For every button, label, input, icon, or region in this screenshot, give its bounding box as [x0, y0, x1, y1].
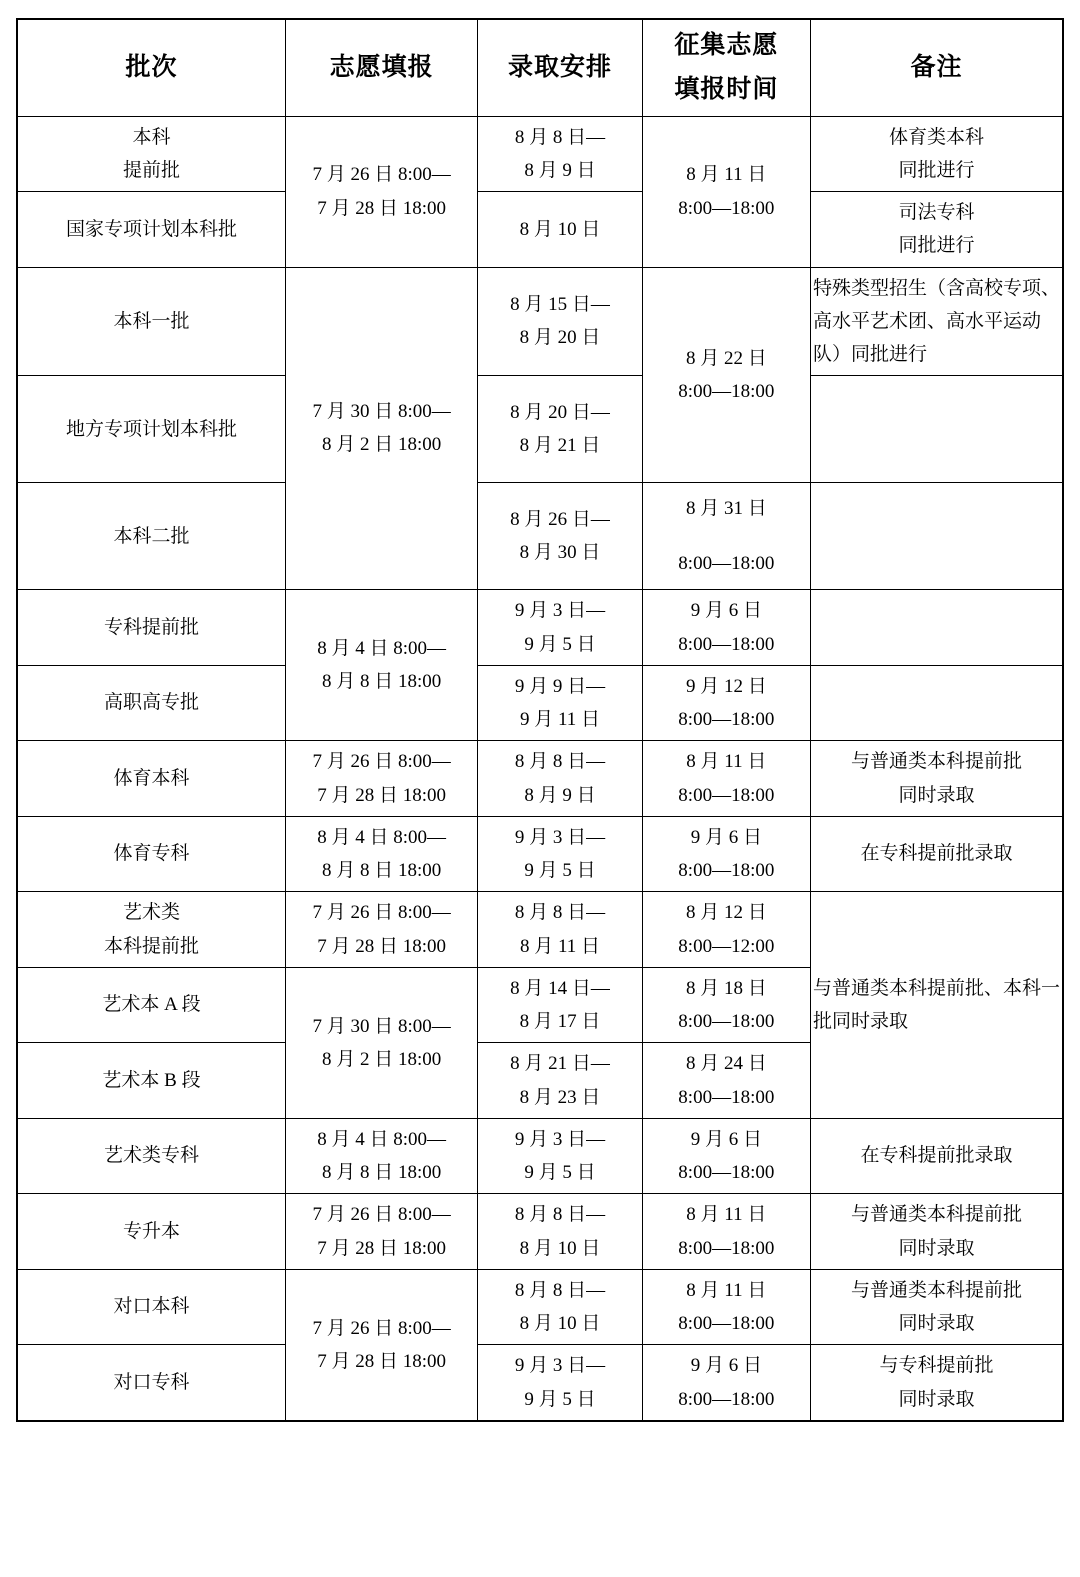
- cell-text: 同时录取: [898, 784, 975, 806]
- cell-batch: 国家专项计划本科批: [17, 192, 286, 268]
- cell-text: 9 月 3 日—: [514, 826, 606, 848]
- cell-text: 8:00—18:00: [678, 1237, 775, 1259]
- cell-batch: 对口专科: [17, 1345, 286, 1421]
- cell-spacer: [649, 525, 804, 547]
- cell-admission: [478, 267, 642, 376]
- cell-text: 与普通类本科提前批: [850, 1204, 1022, 1226]
- cell-text: 8 月 30 日: [519, 542, 601, 564]
- cell-text: 8 月 2 日 18:00: [322, 1048, 442, 1070]
- table-row: [17, 1269, 1063, 1345]
- cell-text: 8 月 22 日: [685, 347, 767, 369]
- cell-text: 7 月 28 日 18:00: [317, 935, 447, 957]
- cell-text: 队）同批进行: [812, 344, 927, 365]
- cell-remark: 在专科提前批录取: [810, 1118, 1063, 1194]
- cell-batch: 本科一批: [17, 267, 286, 376]
- cell-remark: 在专科提前批录取: [810, 816, 1063, 892]
- cell-text: 8 月 15 日—: [510, 294, 610, 316]
- cell-text: 8 月 20 日—: [510, 402, 610, 423]
- cell-admission: [478, 1345, 642, 1421]
- cell-admission: [478, 116, 642, 192]
- cell-text: 8 月 21 日—: [510, 1053, 610, 1075]
- cell-text: 同批进行: [898, 159, 975, 181]
- cell-text: 8 月 24 日: [685, 1053, 767, 1075]
- cell-admission: [478, 1118, 642, 1194]
- cell-text: 9 月 6 日: [690, 600, 762, 622]
- cell-text: 高水平艺术团、高水平运动: [812, 310, 1041, 332]
- cell-text: 7 月 30 日 8:00—: [312, 1015, 451, 1037]
- cell-text: 8 月 14 日—: [510, 977, 610, 999]
- table-row: [17, 483, 1063, 590]
- cell-text: 9 月 3 日—: [514, 1355, 606, 1377]
- cell-text: 7 月 26 日 8:00—: [312, 751, 451, 773]
- cell-text: 7 月 28 日 18:00: [317, 197, 447, 219]
- cell-text: 7 月 28 日 18:00: [317, 1350, 447, 1372]
- cell-collect-time: [642, 741, 810, 817]
- cell-text: 8 月 11 日: [686, 1279, 767, 1301]
- cell-text: 8 月 8 日—: [514, 1279, 606, 1301]
- table-row: [17, 892, 1063, 968]
- cell-apply: [286, 967, 478, 1118]
- table-row: [17, 192, 1063, 268]
- cell-text: 8 月 8 日—: [514, 1204, 606, 1226]
- cell-text: 与普通类本科提前批: [850, 751, 1022, 773]
- cell-text: 8:00—18:00: [678, 1162, 775, 1183]
- cell-apply: [286, 1269, 478, 1421]
- cell-remark: [810, 1269, 1063, 1345]
- cell-collect-time: [642, 1043, 810, 1119]
- cell-text: 8:00—12:00: [678, 935, 775, 957]
- admission-schedule-table: [16, 18, 1064, 1422]
- cell-text: 8 月 31 日: [685, 498, 767, 519]
- cell-text: 8 月 11 日: [519, 935, 601, 957]
- cell-text: 7 月 28 日 18:00: [317, 784, 447, 806]
- cell-admission: [478, 816, 642, 892]
- cell-batch: 对口本科: [17, 1269, 286, 1345]
- cell-admission: [478, 590, 642, 666]
- cell-text: 8 月 8 日 18:00: [322, 860, 442, 881]
- cell-admission: [478, 665, 642, 741]
- cell-admission: [478, 967, 642, 1043]
- cell-batch: 地方专项计划本科批: [17, 376, 286, 483]
- cell-text: 与专科提前批: [879, 1355, 994, 1377]
- cell-batch: [17, 892, 286, 968]
- cell-apply: [286, 116, 478, 267]
- cell-text: 8 月 8 日—: [514, 126, 606, 148]
- cell-apply: [286, 741, 478, 817]
- cell-text: 8:00—18:00: [678, 860, 775, 881]
- cell-text: 8 月 8 日—: [514, 902, 606, 924]
- cell-batch: 高职高专批: [17, 665, 286, 741]
- cell-apply: [286, 590, 478, 741]
- cell-remark: [810, 116, 1063, 192]
- cell-text: 7 月 28 日 18:00: [317, 1237, 447, 1259]
- cell-apply: [286, 267, 478, 590]
- table-row: [17, 267, 1063, 376]
- cell-text: 9 月 3 日—: [514, 600, 606, 622]
- cell-admission: 8 月 10 日: [478, 192, 642, 268]
- cell-text: 同时录取: [898, 1237, 975, 1259]
- cell-text: 8 月 4 日 8:00—: [317, 638, 447, 659]
- table-header-row: [17, 19, 1063, 116]
- cell-remark: [810, 1194, 1063, 1270]
- cell-text: 8 月 20 日: [519, 327, 601, 349]
- cell-collect-time: [642, 267, 810, 483]
- cell-text: 8 月 2 日 18:00: [322, 434, 442, 456]
- cell-text: 8 月 9 日: [524, 159, 596, 181]
- cell-collect-time: [642, 967, 810, 1043]
- cell-text: 9 月 5 日: [524, 633, 596, 655]
- cell-admission: [478, 1269, 642, 1345]
- cell-batch: 艺术类专科: [17, 1118, 286, 1194]
- cell-text: 8 月 11 日: [686, 751, 767, 773]
- cell-text: 8:00—18:00: [678, 784, 775, 806]
- cell-text: 8:00—18:00: [678, 380, 775, 402]
- column-header-admission: 录取安排: [478, 19, 642, 116]
- cell-text: 7 月 26 日 8:00—: [312, 164, 451, 186]
- cell-apply: [286, 1118, 478, 1194]
- column-header-batch: 批次: [17, 19, 286, 116]
- cell-text: 8 月 10 日: [519, 1237, 601, 1259]
- table-row: [17, 741, 1063, 817]
- cell-collect-time: [642, 590, 810, 666]
- cell-text: 本科提前批: [103, 935, 199, 957]
- column-header-collect-time-line1: 征集志愿: [674, 32, 779, 59]
- table-row: [17, 1118, 1063, 1194]
- cell-text: 7 月 26 日 8:00—: [312, 1317, 451, 1339]
- cell-batch: 体育本科: [17, 741, 286, 817]
- cell-text: 本科: [132, 126, 171, 148]
- cell-batch: 专升本: [17, 1194, 286, 1270]
- cell-text: 8 月 9 日: [524, 784, 596, 806]
- cell-collect-time: [642, 816, 810, 892]
- cell-text: 9 月 12 日: [685, 675, 767, 697]
- cell-text: 7 月 30 日 8:00—: [312, 401, 451, 423]
- cell-text: 8 月 11 日: [686, 164, 767, 186]
- cell-text: 8 月 21 日: [519, 435, 601, 457]
- cell-text: 与普通类本科提前批: [850, 1279, 1022, 1301]
- cell-collect-time: [642, 483, 810, 590]
- cell-text: 艺术类: [122, 902, 180, 924]
- cell-text: 同时录取: [898, 1313, 975, 1334]
- table-row: [17, 816, 1063, 892]
- cell-text: 9 月 6 日: [690, 826, 762, 848]
- cell-admission: [478, 1194, 642, 1270]
- cell-collect-time: [642, 1118, 810, 1194]
- column-header-collect-time-line2: 填报时间: [674, 75, 779, 103]
- cell-text: 8:00—18:00: [678, 1388, 775, 1410]
- cell-collect-time: [642, 665, 810, 741]
- table-row: [17, 1345, 1063, 1421]
- cell-text: 9 月 5 日: [524, 1162, 596, 1183]
- cell-remark: [810, 267, 1063, 376]
- table-body: [17, 116, 1063, 1421]
- cell-admission: [478, 892, 642, 968]
- cell-text: 9 月 9 日—: [514, 675, 606, 697]
- table-row: [17, 590, 1063, 666]
- cell-text: 批同时录取: [812, 1011, 908, 1032]
- cell-text: 8 月 18 日: [685, 977, 767, 999]
- cell-admission: [478, 1043, 642, 1119]
- cell-collect-time: [642, 116, 810, 267]
- cell-text: 8:00—18:00: [678, 553, 775, 575]
- cell-text: 9 月 11 日: [519, 709, 601, 730]
- column-header-apply: 志愿填报: [286, 19, 478, 116]
- column-header-collect-time: [642, 19, 810, 116]
- cell-text: 8 月 4 日 8:00—: [317, 826, 447, 848]
- cell-batch: 本科二批: [17, 483, 286, 590]
- cell-batch: 艺术本 B 段: [17, 1043, 286, 1119]
- cell-batch: 专科提前批: [17, 590, 286, 666]
- cell-text: 8 月 26 日—: [510, 509, 610, 530]
- cell-text: 8 月 8 日—: [514, 751, 606, 773]
- cell-text: 8 月 8 日 18:00: [322, 671, 442, 693]
- cell-text: 9 月 3 日—: [514, 1128, 606, 1150]
- table-header: [17, 19, 1063, 116]
- cell-text: 8:00—18:00: [678, 1011, 775, 1032]
- cell-remark: [810, 483, 1063, 590]
- cell-text: 8 月 23 日: [519, 1086, 601, 1108]
- table-row: [17, 116, 1063, 192]
- cell-text: 9 月 6 日: [690, 1128, 762, 1150]
- table-row: [17, 665, 1063, 741]
- cell-remark: [810, 376, 1063, 483]
- cell-batch: 体育专科: [17, 816, 286, 892]
- cell-text: 8:00—18:00: [678, 1086, 775, 1108]
- cell-remark: [810, 665, 1063, 741]
- cell-apply: [286, 1194, 478, 1270]
- cell-admission: [478, 741, 642, 817]
- cell-collect-time: [642, 1269, 810, 1345]
- cell-text: 8:00—18:00: [678, 633, 775, 655]
- cell-text: 同时录取: [898, 1388, 975, 1410]
- cell-text: 与普通类本科提前批、本科一: [812, 977, 1060, 999]
- cell-collect-time: [642, 892, 810, 968]
- cell-collect-time: [642, 1194, 810, 1270]
- table-row: [17, 376, 1063, 483]
- cell-batch: [17, 116, 286, 192]
- cell-text: 7 月 26 日 8:00—: [312, 1204, 451, 1226]
- cell-remark: [810, 590, 1063, 666]
- cell-text: 8 月 10 日: [519, 1313, 601, 1334]
- cell-text: 8 月 4 日 8:00—: [317, 1128, 447, 1150]
- cell-text: 8:00—18:00: [678, 197, 775, 219]
- cell-remark: [810, 741, 1063, 817]
- cell-text: 同批进行: [898, 235, 975, 257]
- cell-text: 提前批: [122, 159, 180, 181]
- cell-batch: 艺术本 A 段: [17, 967, 286, 1043]
- cell-text: 9 月 6 日: [690, 1355, 762, 1377]
- cell-apply: [286, 892, 478, 968]
- cell-text: 8 月 12 日: [685, 902, 767, 924]
- cell-text: 7 月 26 日 8:00—: [312, 902, 451, 924]
- cell-text: 8:00—18:00: [678, 1313, 775, 1334]
- cell-apply: [286, 816, 478, 892]
- cell-admission: [478, 483, 642, 590]
- cell-text: 司法专科: [898, 202, 975, 223]
- cell-remark: [810, 192, 1063, 268]
- cell-text: 8 月 17 日: [519, 1011, 601, 1032]
- cell-text: 8 月 8 日 18:00: [322, 1162, 442, 1183]
- cell-text: 特殊类型招生（含高校专项、: [812, 277, 1060, 299]
- table-row: [17, 1194, 1063, 1270]
- cell-text: 9 月 5 日: [524, 1388, 596, 1410]
- cell-text: 8 月 11 日: [686, 1204, 767, 1226]
- column-header-remark: 备注: [810, 19, 1063, 116]
- cell-text: 8:00—18:00: [678, 709, 775, 730]
- cell-text: 体育类本科: [888, 126, 984, 148]
- cell-admission: [478, 376, 642, 483]
- cell-remark: [810, 1345, 1063, 1421]
- cell-collect-time: [642, 1345, 810, 1421]
- cell-text: 9 月 5 日: [524, 860, 596, 881]
- cell-remark: [810, 892, 1063, 1119]
